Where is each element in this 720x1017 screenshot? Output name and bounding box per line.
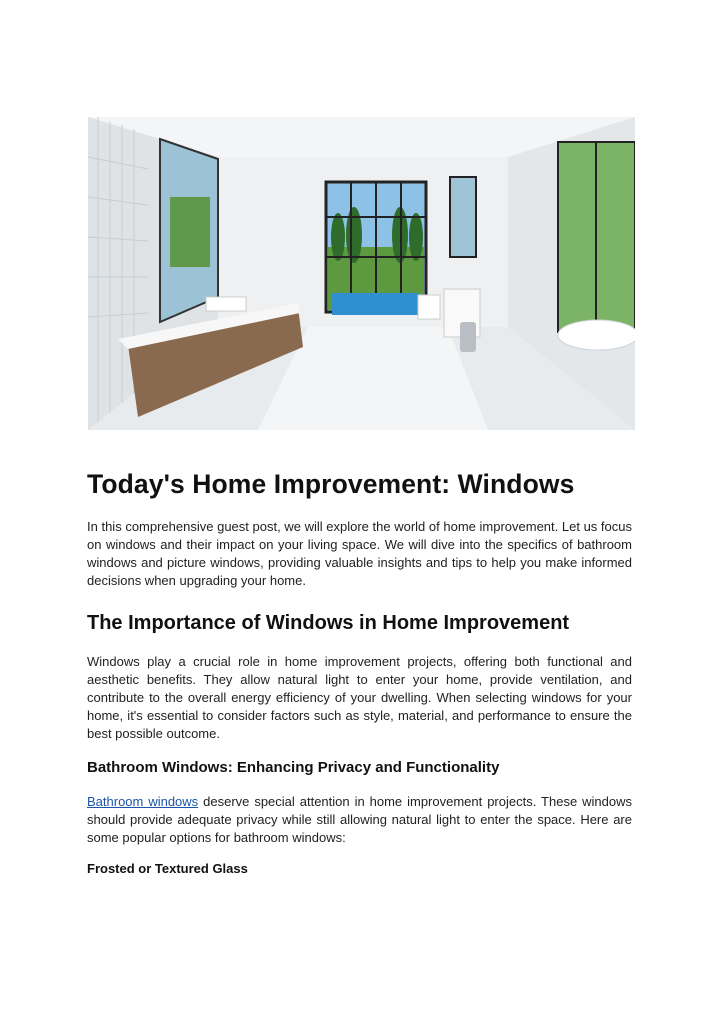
section-heading-importance: The Importance of Windows in Home Improvement (87, 612, 570, 634)
importance-paragraph: Windows play a crucial role in home improvement projects, offering both functional and aesthetic benefits. They allow natural light to enter your home, provide ventilation, and contribute to the overall energy efficiency of your dwelling. When selecting windows for your home, it's essential to consider factors such as style, material, and performance to ensure the best possible outcome. (87, 654, 632, 741)
bathroom-windows-paragraph (87, 793, 632, 847)
hero-image (88, 117, 635, 430)
bathroom-windows-text: deserve special attention in home improvement projects. These windows should provide adequate privacy while still allowing natural light to enter the space. Here are some popular options for bathroom windows: (87, 794, 632, 845)
bathroom-windows-link[interactable]: Bathroom windows (87, 794, 199, 809)
article-title: Today's Home Improvement: Windows (87, 469, 575, 499)
intro-paragraph: In this comprehensive guest post, we will explore the world of home improvement. Let us focus on windows and their impact on your living space. We will dive into the specifics of bathroom windows and picture windows, providing valuable insights and tips to help you make informed decisions when upgrading your home. (87, 519, 632, 588)
section-heading-bathroom-windows: Bathroom Windows: Enhancing Privacy and Functionality (87, 759, 500, 776)
subheading-frosted-glass: Frosted or Textured Glass (87, 861, 248, 876)
